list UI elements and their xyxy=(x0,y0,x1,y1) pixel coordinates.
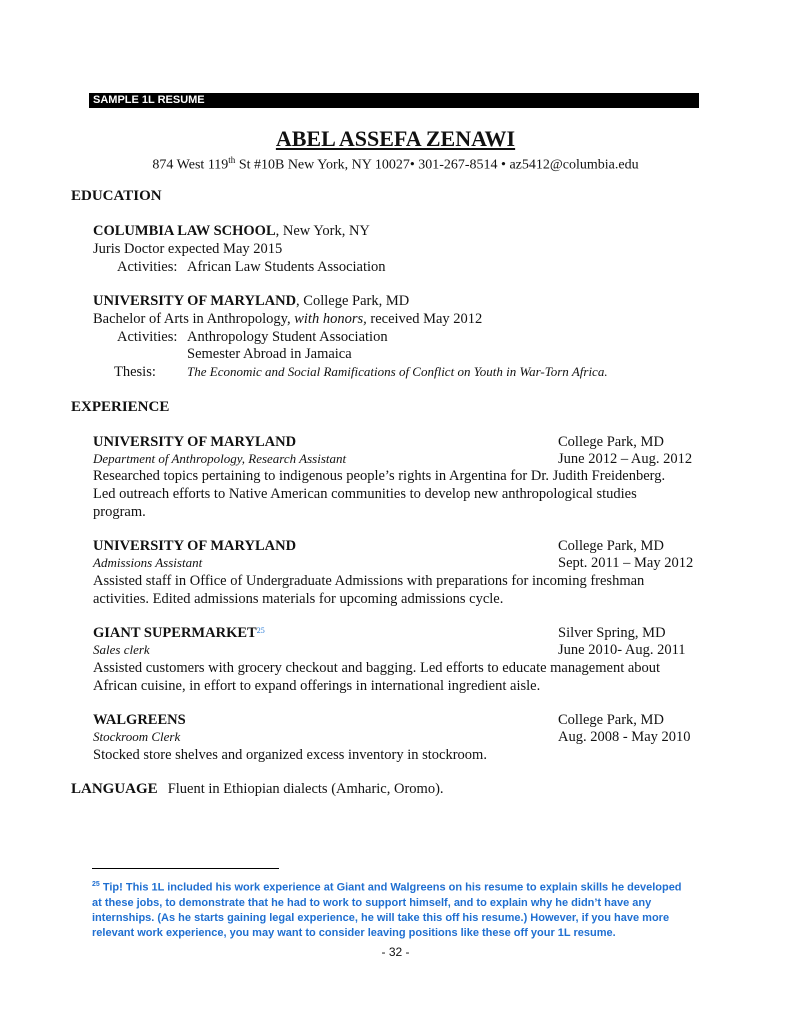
job-dates: June 2010- Aug. 2011 xyxy=(558,642,686,658)
maryland-degree xyxy=(93,310,482,328)
footnote-ref[interactable]: 25 xyxy=(256,626,265,635)
footnote-line: internships. (As he starts gaining legal experience, he will take this off his resume.) However, if you have more xyxy=(92,911,670,924)
columbia-school-line xyxy=(93,222,370,240)
footnote-number: 25 xyxy=(92,881,100,888)
address-rest: St #10B New York, NY 10027• 301-267-8514 • az5412@columbia.edu xyxy=(235,157,639,173)
columbia-activities-label: Activities: xyxy=(117,259,178,275)
job-description-line: African cuisine, in effort to expand offerings in international ingredient aisle. xyxy=(93,678,541,694)
job-title: Department of Anthropology, Research Assistant xyxy=(93,451,347,466)
maryland-school: UNIVERSITY OF MARYLAND xyxy=(93,293,297,309)
language-line xyxy=(71,780,444,798)
maryland-honors: with honors, xyxy=(294,311,367,327)
job-description-line: Led outreach efforts to Native American communities to develop new anthropological studies xyxy=(93,486,637,502)
job-location: College Park, MD xyxy=(558,538,664,554)
maryland-activities-label: Activities: xyxy=(117,329,178,345)
thesis-label: Thesis: xyxy=(114,364,156,380)
resume-name: ABEL ASSEFA ZENAWI xyxy=(275,126,516,151)
job-dates: Sept. 2011 – May 2012 xyxy=(558,555,694,571)
job-employer: UNIVERSITY OF MARYLAND xyxy=(93,538,297,554)
job-description-line: Researched topics pertaining to indigenous people’s rights in Argentina for Dr. Judith Freidenberg. xyxy=(93,468,666,484)
columbia-activities: African Law Students Association xyxy=(187,259,386,275)
page-number: - 32 - xyxy=(381,945,410,959)
maryland-activity-2: Semester Abroad in Jamaica xyxy=(187,346,352,362)
job-description-line: Stocked store shelves and organized excess inventory in stockroom. xyxy=(93,747,487,763)
job-employer-line xyxy=(93,624,265,642)
job-dates: Aug. 2008 - May 2010 xyxy=(558,729,691,745)
columbia-school: COLUMBIA LAW SCHOOL xyxy=(93,223,276,239)
job-dates: June 2012 – Aug. 2012 xyxy=(558,451,693,467)
job-title: Admissions Assistant xyxy=(93,555,203,570)
job-location: College Park, MD xyxy=(558,434,664,450)
education-heading: EDUCATION xyxy=(71,188,162,204)
maryland-school-line xyxy=(93,292,409,310)
maryland-activity-1: Anthropology Student Association xyxy=(187,329,388,345)
sample-banner xyxy=(89,93,699,108)
maryland-location: , College Park, MD xyxy=(296,293,410,309)
footnote-text: Tip! This 1L included his work experience at Giant and Walgreens on his resume to explain skills he developed xyxy=(99,881,682,894)
footnote-divider xyxy=(92,868,279,869)
job-description-line: Assisted customers with grocery checkout and bagging. Led efforts to educate management about xyxy=(93,660,661,676)
columbia-location: , New York, NY xyxy=(275,223,370,239)
maryland-degree-main: Bachelor of Arts in Anthropology, xyxy=(93,311,295,327)
job-description-line: program. xyxy=(93,504,146,520)
address-ordinal: th xyxy=(228,155,236,165)
footnote-line xyxy=(92,877,702,896)
language-heading: LANGUAGE xyxy=(71,781,158,797)
job-employer: WALGREENS xyxy=(93,712,186,728)
contact-line xyxy=(0,151,791,175)
footnote-line: relevant work experience, you may want to consider leaving positions like these off your 1L resume. xyxy=(92,926,616,939)
banner-label: SAMPLE 1L RESUME xyxy=(93,94,205,106)
footnote-line: at these jobs, to demonstrate that he had to work to support himself, and to explain why he didn’t have any xyxy=(92,896,652,909)
thesis-title: The Economic and Social Ramifications of Conflict on Youth in War-Torn Africa. xyxy=(187,364,608,379)
language-text: Fluent in Ethiopian dialects (Amharic, Oromo). xyxy=(167,781,444,797)
job-employer: UNIVERSITY OF MARYLAND xyxy=(93,434,297,450)
experience-heading: EXPERIENCE xyxy=(71,399,170,415)
job-employer: GIANT SUPERMARKET xyxy=(93,625,257,641)
job-location: College Park, MD xyxy=(558,712,664,728)
job-description-line: activities. Edited admissions materials for upcoming admissions cycle. xyxy=(93,591,504,607)
address-start: 874 West 119 xyxy=(152,157,229,173)
job-title: Stockroom Clerk xyxy=(93,729,181,744)
footnote xyxy=(92,877,702,941)
job-description-line: Assisted staff in Office of Undergraduate Admissions with preparations for incoming freshman xyxy=(93,573,645,589)
maryland-degree-received: received May 2012 xyxy=(366,311,483,327)
job-title: Sales clerk xyxy=(93,642,150,657)
job-location: Silver Spring, MD xyxy=(558,625,666,641)
columbia-degree: Juris Doctor expected May 2015 xyxy=(93,241,283,257)
